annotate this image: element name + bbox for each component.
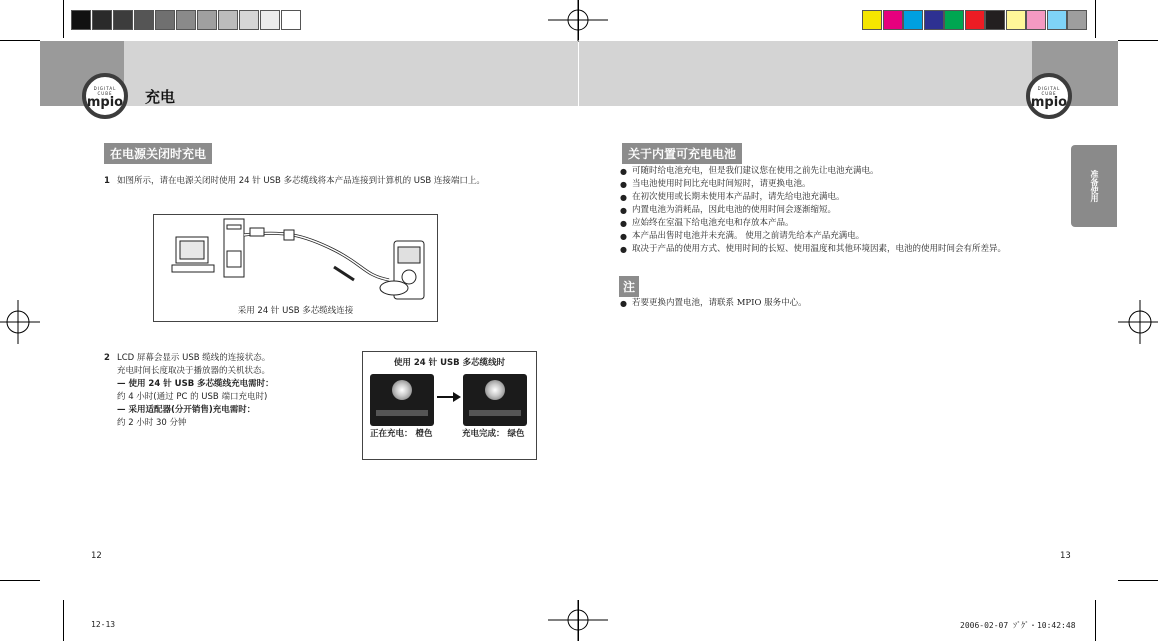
color-swatch [924, 10, 944, 30]
step2-line: 约 2 小时 30 分钟 [117, 418, 187, 428]
list-item: ● 当电池使用时间比充电时间短时，请更换电池。 [632, 178, 1022, 191]
color-swatch [903, 10, 923, 30]
step2-text [117, 352, 357, 430]
footer-page-range: 12-13 [91, 620, 116, 629]
page-title: 充电 [145, 88, 176, 106]
section-title-battery: 关于内置可充电电池 [622, 143, 742, 164]
color-swatch [176, 10, 196, 30]
step-number: 2 [104, 353, 110, 363]
list-item: ● 若要更换内置电池，请联系 MPIO 服务中心。 [632, 297, 1022, 310]
crop-mark [63, 0, 64, 38]
color-swatch [862, 10, 882, 30]
color-swatch [1026, 10, 1046, 30]
color-swatch [218, 10, 238, 30]
list-item: ● 可随时给电池充电，但是我们建议您在使用之前先让电池充满电。 [632, 165, 1022, 178]
color-swatch [985, 10, 1005, 30]
color-swatch [71, 10, 91, 30]
step1-text: 如图所示，请在电源关闭时使用 24 针 USB 多芯缆线将本产品连接到计算机的 USB 连接端口上。 [117, 176, 485, 186]
color-swatch [134, 10, 154, 30]
list-item: ● 应始终在室温下给电池充电和存放本产品。 [632, 217, 1022, 230]
registration-target-bottom [538, 600, 618, 641]
color-swatch [92, 10, 112, 30]
mpio-logo-left: DIGITAL CUBE mpio [82, 73, 128, 119]
step-number: 1 [104, 176, 110, 186]
note-label: 注 [619, 276, 639, 297]
list-item: ● 在初次使用或长期未使用本产品时，请先给电池充满电。 [632, 191, 1022, 204]
mpio-logo-right: DIGITAL CUBE mpio [1026, 73, 1072, 119]
color-swatch [113, 10, 133, 30]
registration-target-left [0, 300, 40, 344]
footer-timestamp: 2006-02-07 ｿﾞｸﾞ・10:42:48 [960, 621, 1076, 630]
arrow-right-icon [437, 392, 461, 402]
color-swatch [155, 10, 175, 30]
color-swatch [965, 10, 985, 30]
note-list [632, 297, 1022, 310]
color-swatch [1067, 10, 1087, 30]
crop-mark [1118, 40, 1158, 41]
step2-line: 充电时间长度取决于播放器的关机状态。 [117, 366, 271, 376]
connection-figure [153, 214, 438, 322]
progress-bar [376, 410, 428, 416]
led-indicator-icon [485, 380, 505, 400]
crop-mark [1118, 580, 1158, 581]
crop-mark [63, 600, 64, 641]
crop-mark [1095, 0, 1096, 38]
charging-label: 正在充电： 橙色 [370, 429, 433, 439]
list-item: ● 内置电池为消耗品，因此电池的使用时间会逐渐缩短。 [632, 204, 1022, 217]
step2-line: — 使用 24 针 USB 多芯缆线充电需时： [117, 379, 274, 389]
crop-mark [1095, 600, 1096, 641]
charged-label: 充电完成： 绿色 [462, 429, 525, 439]
color-swatch [883, 10, 903, 30]
list-item: ● 取决于产品的使用方式、使用时间的长短、使用温度和其他环境因素，电池的使用时间会有所差异。 [632, 243, 1022, 256]
crop-mark [0, 40, 40, 41]
color-swatch [197, 10, 217, 30]
side-tab-preparation: 准备使用 [1071, 145, 1117, 227]
color-swatch [944, 10, 964, 30]
color-swatch [239, 10, 259, 30]
registration-target-top [538, 0, 618, 42]
battery-bullet-list [632, 165, 1022, 256]
page-number-right: 13 [1060, 551, 1071, 561]
step2-line: — 采用适配器(分开销售)充电需时： [117, 405, 256, 415]
step2-line: LCD 屏幕会显示 USB 缆线的连接状态。 [117, 353, 271, 363]
color-swatch [281, 10, 301, 30]
led-indicator-icon [392, 380, 412, 400]
color-swatch [260, 10, 280, 30]
color-swatch [1006, 10, 1026, 30]
page-number-left: 12 [91, 551, 102, 561]
step2-line: 约 4 小时(通过 PC 的 USB 端口充电时) [117, 392, 268, 402]
charging-screen-orange [370, 374, 434, 426]
registration-target-right [1118, 300, 1158, 344]
crop-mark [0, 580, 40, 581]
charging-screen-green [463, 374, 527, 426]
progress-bar [469, 410, 521, 416]
usb-connection-illustration [154, 215, 437, 301]
section-title-charging-power-off: 在电源关闭时充电 [104, 143, 212, 164]
figure-caption: 采用 24 针 USB 多芯缆线连接 [237, 306, 354, 316]
charging-status-box [362, 351, 537, 460]
list-item: ● 本产品出售时电池并未充满。 使用之前请先给本产品充满电。 [632, 230, 1022, 243]
color-swatch [1047, 10, 1067, 30]
status-box-title: 使用 24 针 USB 多芯缆线时 [393, 358, 506, 368]
